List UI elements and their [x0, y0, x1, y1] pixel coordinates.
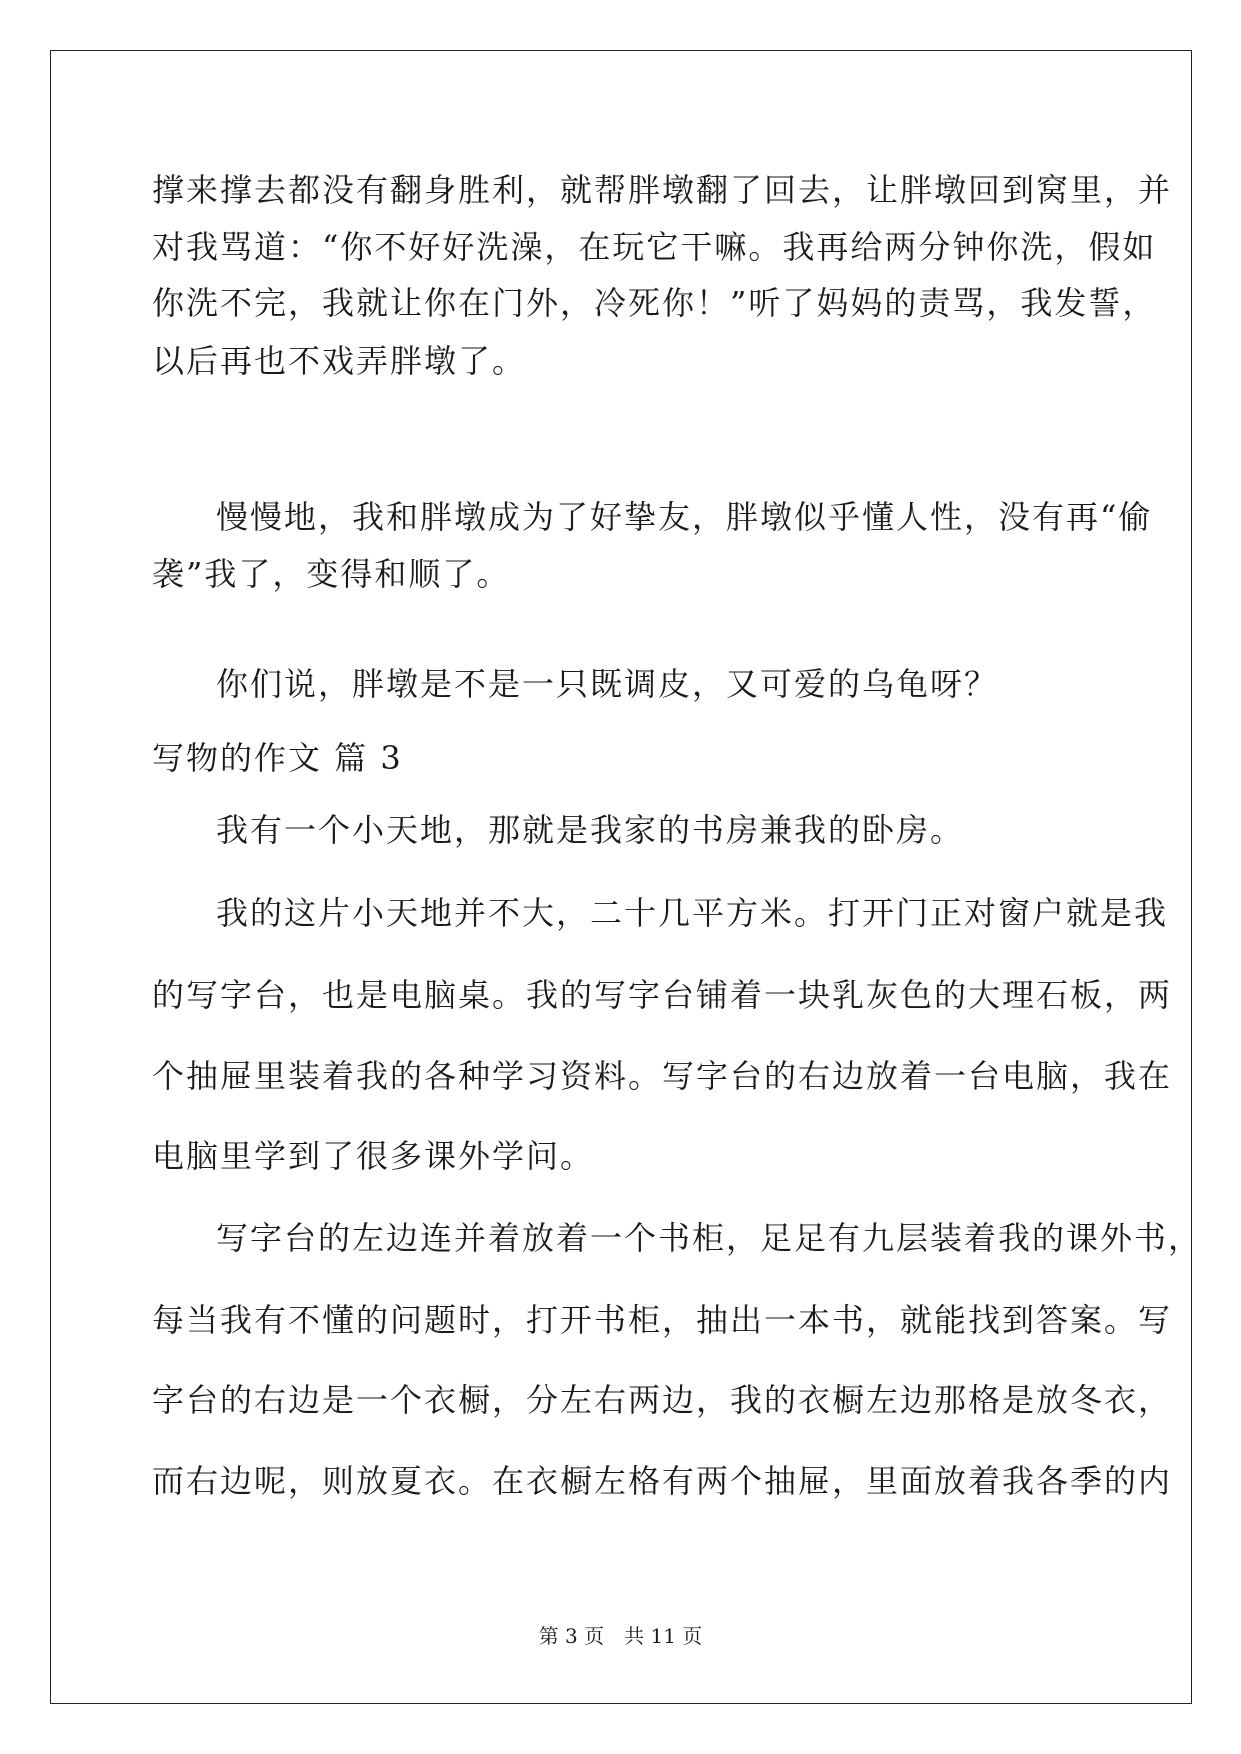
text-line: 电脑里学到了很多课外学问。 [152, 1137, 595, 1175]
text-line: 而右边呢，则放夏衣。在衣橱左格有两个抽屉，里面放着我各季的内 [152, 1462, 1173, 1500]
text-line: 慢慢地，我和胖墩成为了好挚友，胖墩似乎懂人性，没有再“偷 [216, 498, 1153, 536]
text-line: 每当我有不懂的问题时，打开书柜，抽出一本书，就能找到答案。写 [152, 1301, 1173, 1339]
text-line: 袭”我了，变得和顺了。 [152, 555, 511, 593]
text-line: 写字台的左边连并着放着一个书柜，足足有九层装着我的课外书， [216, 1219, 1203, 1257]
text-line: 的写字台，也是电脑桌。我的写字台铺着一块乳灰色的大理石板，两 [152, 976, 1173, 1014]
text-line: 以后再也不戏弄胖墩了。 [152, 342, 527, 380]
text-line: 你洗不完，我就让你在门外，冷死你！”听了妈妈的责骂，我发誓， [152, 284, 1157, 322]
text-line: 对我骂道：“你不好好洗澡，在玩它干嘛。我再给两分钟你洗，假如 [152, 228, 1157, 266]
text-line: 你们说，胖墩是不是一只既调皮，又可爱的乌龟呀？ [216, 665, 999, 703]
page-footer: 第 3 页 共 11 页 [538, 1624, 703, 1648]
text-line: 撑来撑去都没有翻身胜利，就帮胖墩翻了回去，让胖墩回到窝里，并 [152, 171, 1173, 209]
text-line: 个抽屉里装着我的各种学习资料。写字台的右边放着一台电脑，我在 [152, 1057, 1173, 1095]
text-line: 我的这片小天地并不大，二十几平方米。打开门正对窗户就是我 [216, 894, 1169, 932]
section-heading: 写物的作文 篇 3 [152, 739, 403, 777]
text-line: 我有一个小天地，那就是我家的书房兼我的卧房。 [216, 811, 965, 849]
text-line: 字台的右边是一个衣橱，分左右两边，我的衣橱左边那格是放冬衣， [152, 1381, 1173, 1419]
